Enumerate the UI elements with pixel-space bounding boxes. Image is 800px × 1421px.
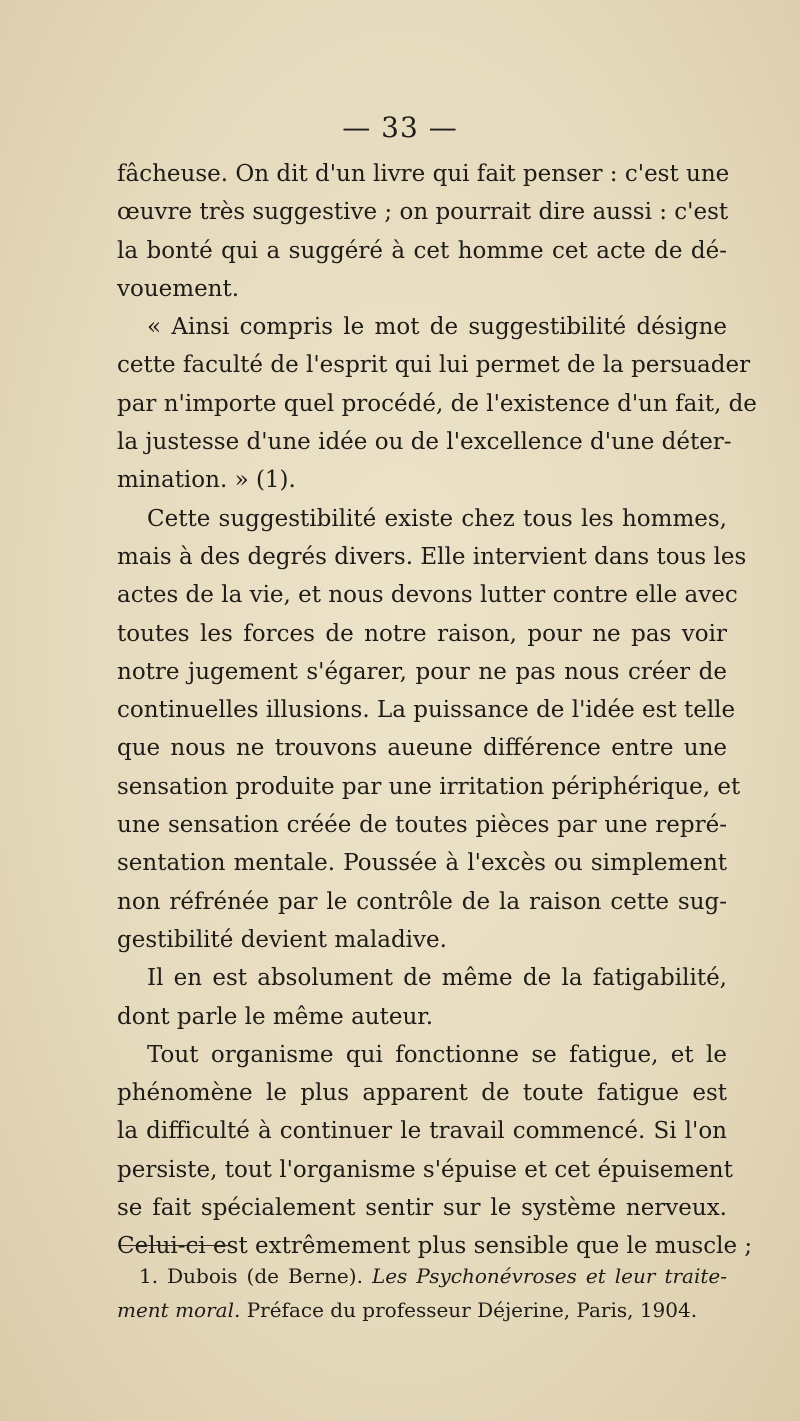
footnote-title: Les Psychonévroses et leur traite- — [371, 1264, 727, 1288]
text-line: par n'importe quel procédé, de l'existence d'un fait, de — [117, 390, 757, 417]
text-line: mais à des degrés divers. Elle intervient dans tous les — [117, 543, 747, 570]
text-line: non réfrénée par le contrôle de la raison cette sug- — [117, 888, 727, 915]
text-line: vouement. — [117, 275, 240, 302]
text-line: dont parle le même auteur. — [117, 1003, 434, 1030]
text-line: Celui-ci est extrêmement plus sensible que le muscle ; — [117, 1233, 753, 1260]
footnote-rest: Préface du professeur Déjerine, Paris, 1904. — [246, 1298, 698, 1322]
page-number: — 33 — — [342, 111, 458, 144]
text-line: persiste, tout l'organisme s'épuise et cet épuisement — [117, 1156, 733, 1183]
text-line: se fait spécialement sentir sur le système nerveux. — [117, 1195, 727, 1222]
text-line: la difficulté à continuer le travail commencé. Si l'on — [117, 1118, 727, 1145]
text-line: que nous ne trouvons aueune différence entre une — [117, 735, 727, 762]
text-line: une sensation créée de toutes pièces par une repré- — [117, 812, 727, 839]
text-line: sensation produite par une irritation périphérique, et — [117, 773, 741, 800]
text-line: la bonté qui a suggéré à cet homme cet acte de dé- — [117, 237, 727, 264]
text-line: fâcheuse. On dit d'un livre qui fait penser : c'est une — [117, 161, 730, 187]
text-line: Cette suggestibilité existe chez tous les hommes, — [147, 505, 727, 532]
text-line: toutes les forces de notre raison, pour ne pas voir — [117, 620, 727, 647]
body-text — [117, 155, 757, 1266]
text-line: phénomène le plus apparent de toute fatigue est — [117, 1080, 727, 1107]
footnote-author: Dubois (de Berne). — [167, 1264, 363, 1288]
text-line: Tout organisme qui fonctionne se fatigue, et le — [147, 1041, 727, 1068]
footnote-line — [117, 1293, 727, 1327]
footnote-divider — [121, 1245, 229, 1246]
text-line: œuvre très suggestive ; on pourrait dire aussi : c'est — [117, 199, 729, 226]
footnote-line — [117, 1259, 727, 1293]
footnote-marker: 1. — [139, 1264, 159, 1288]
text-line: actes de la vie, et nous devons lutter contre elle avec — [117, 582, 738, 609]
footnote — [117, 1259, 727, 1327]
text-line: Il en est absolument de même de la fatigabilité, — [147, 965, 727, 992]
text-line: cette faculté de l'esprit qui lui permet de la persuader — [117, 352, 751, 379]
footnote-title-continued: ment moral. — [117, 1298, 241, 1322]
text-line: gestibilité devient maladive. — [117, 926, 447, 953]
text-line: « Ainsi compris le mot de suggestibilité désigne — [147, 314, 727, 341]
text-line: mination. » (1). — [117, 467, 296, 494]
text-line: continuelles illusions. La puissance de l'idée est telle — [117, 697, 736, 724]
text-line: sentation mentale. Poussée à l'excès ou simplement — [117, 850, 727, 877]
text-line: notre jugement s'égarer, pour ne pas nous créer de — [117, 658, 727, 685]
text-line: la justesse d'une idée ou de l'excellence d'une déter- — [117, 429, 732, 456]
